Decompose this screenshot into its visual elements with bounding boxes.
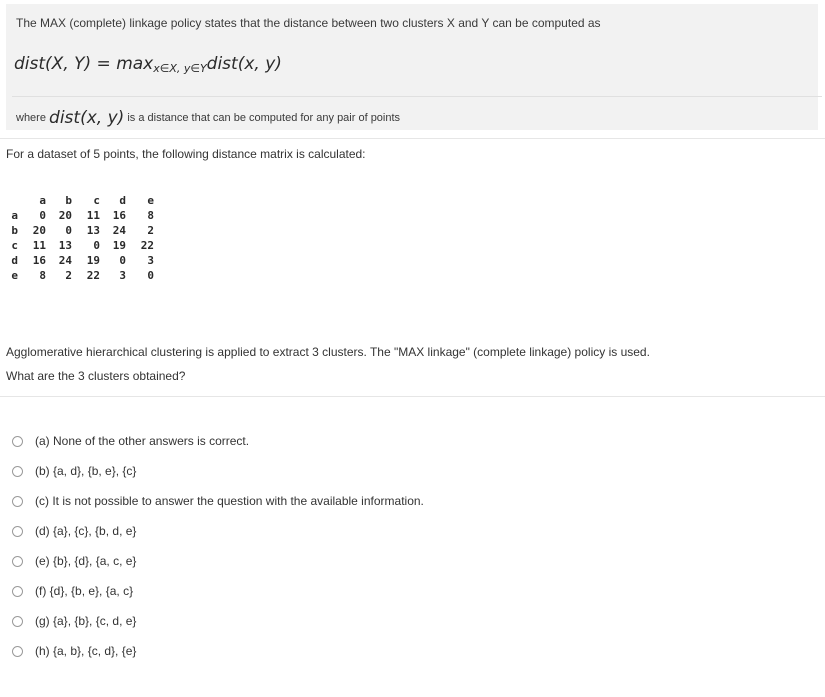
answer-options <box>12 426 424 666</box>
matrix-cell: 16 <box>112 209 126 222</box>
definition-text: The MAX (complete) linkage policy states that the distance between two clusters X and Y can be computed as <box>16 16 601 30</box>
matrix-cell: 22 <box>140 239 154 252</box>
note-prefix: where <box>16 112 46 124</box>
matrix-cell: 8 <box>147 209 154 222</box>
matrix-cell: 2 <box>65 269 72 282</box>
matrix-row <box>6 253 154 268</box>
option-label: (g) {a}, {b}, {c, d, e} <box>35 614 137 628</box>
distance-matrix <box>6 193 154 283</box>
radio-button[interactable] <box>12 616 23 627</box>
matrix-cell: 13 <box>86 224 100 237</box>
answer-option-b[interactable] <box>12 456 424 486</box>
option-label: (d) {a}, {c}, {b, d, e} <box>35 524 137 538</box>
intro-text: For a dataset of 5 points, the following distance matrix is calculated: <box>6 147 366 161</box>
matrix-cell: 2 <box>147 224 154 237</box>
matrix-cell: 24 <box>112 224 126 237</box>
matrix-row-label: e <box>11 269 18 282</box>
matrix-cell: 19 <box>112 239 126 252</box>
matrix-cell: 11 <box>86 209 100 222</box>
answer-option-f[interactable] <box>12 576 424 606</box>
matrix-header-row <box>6 193 154 208</box>
answer-option-e[interactable] <box>12 546 424 576</box>
option-label: (e) {b}, {d}, {a, c, e} <box>35 554 137 568</box>
option-label: (a) None of the other answers is correct. <box>35 434 250 448</box>
matrix-header-cell: d <box>119 194 126 207</box>
matrix-cell: 0 <box>39 209 46 222</box>
definition-box <box>6 4 818 130</box>
radio-button[interactable] <box>12 496 23 507</box>
matrix-header-cell: a <box>39 194 46 207</box>
radio-button[interactable] <box>12 436 23 447</box>
answer-option-h[interactable] <box>12 636 424 666</box>
definition-divider <box>12 96 822 97</box>
matrix-cell: 16 <box>32 254 46 267</box>
definition-note <box>16 108 400 128</box>
matrix-cell: 3 <box>119 269 126 282</box>
section-divider <box>0 138 825 139</box>
radio-button[interactable] <box>12 466 23 477</box>
matrix-header-cell: e <box>147 194 154 207</box>
matrix-header-cell: b <box>65 194 72 207</box>
radio-button[interactable] <box>12 646 23 657</box>
matrix-cell: 20 <box>58 209 72 222</box>
matrix-cell: 22 <box>86 269 100 282</box>
matrix-cell: 24 <box>58 254 72 267</box>
matrix-row-label: a <box>11 209 18 222</box>
matrix-cell: 0 <box>65 224 72 237</box>
matrix-cell: 8 <box>39 269 46 282</box>
radio-button[interactable] <box>12 586 23 597</box>
matrix-cell: 19 <box>86 254 100 267</box>
question-line-1: Agglomerative hierarchical clustering is applied to extract 3 clusters. The "MAX linkage" (complete linkage) policy is used. <box>6 345 650 359</box>
note-formula: dist(x, y) <box>49 108 125 128</box>
matrix-cell: 3 <box>147 254 154 267</box>
question-line-2: What are the 3 clusters obtained? <box>6 369 186 383</box>
note-suffix: is a distance that can be computed for any pair of points <box>127 112 401 124</box>
matrix-header-cell: c <box>93 194 100 207</box>
matrix-row <box>6 268 154 283</box>
radio-button[interactable] <box>12 526 23 537</box>
matrix-row-label: d <box>11 254 18 267</box>
matrix-row-label: b <box>11 224 18 237</box>
option-label: (b) {a, d}, {b, e}, {c} <box>35 464 137 478</box>
matrix-row-label: c <box>11 239 18 252</box>
question-divider <box>0 396 825 397</box>
matrix-row <box>6 238 154 253</box>
answer-option-d[interactable] <box>12 516 424 546</box>
option-label: (h) {a, b}, {c, d}, {e} <box>35 644 137 658</box>
matrix-cell: 0 <box>147 269 154 282</box>
matrix-row <box>6 223 154 238</box>
option-label: (c) It is not possible to answer the question with the available information. <box>35 494 424 508</box>
max-linkage-formula <box>14 54 282 75</box>
matrix-cell: 20 <box>32 224 46 237</box>
radio-button[interactable] <box>12 556 23 567</box>
formula-subscript: x∈X, y∈Y <box>153 62 207 75</box>
question-text <box>6 340 818 388</box>
matrix-cell: 11 <box>32 239 46 252</box>
formula-rhs: dist(x, y) <box>206 54 282 74</box>
matrix-cell: 13 <box>58 239 72 252</box>
answer-option-a[interactable] <box>12 426 424 456</box>
formula-lhs: dist(X, Y) = max <box>14 54 154 74</box>
answer-option-g[interactable] <box>12 606 424 636</box>
option-label: (f) {d}, {b, e}, {a, c} <box>35 584 134 598</box>
answer-option-c[interactable] <box>12 486 424 516</box>
matrix-row <box>6 208 154 223</box>
matrix-cell: 0 <box>93 239 100 252</box>
matrix-cell: 0 <box>119 254 126 267</box>
